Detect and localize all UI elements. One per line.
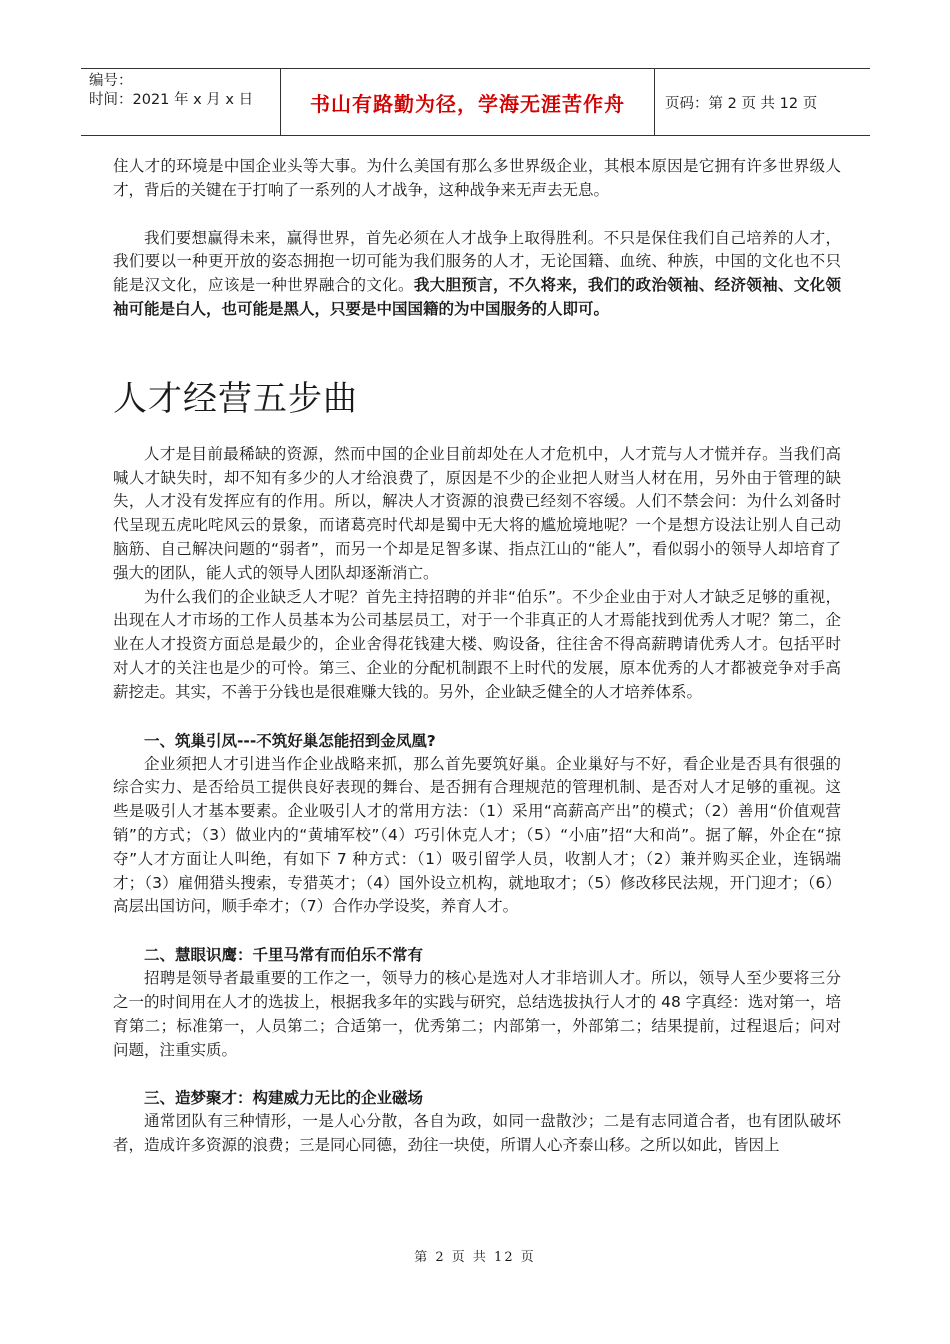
subsection-1-text: 企业须把人才引进当作企业战略来抓，那么首先要筑好巢。企业巢好与不好，看企业是否具有很强的综合实力、是否给员工提供良好表现的舞台、是否拥有合理规范的管理机制、是否对人才足够的重视。这些是吸引人才基本要素。企业吸引人才的常用方法：（1）采用“高薪高产出”的模式；（2）善用“价值观营销”的方式；（3）做业内的“黄埔军校”（4）巧引休克人才；（5）“小庙”招“大和尚”。据了解，外企在“掠夺”人才方面让人叫绝，有如下 7 种方式：（1）吸引留学人员，收割人才；（2）兼并购买企业，连锅端才；（3）雇佣猎头搜索，专猎英才；（4）国外设立机构，就地取才；（5）修改移民法规，开门迎才；（6）高层出国访问，顺手牵才；（7）合作办学设奖，养育人才。 xyxy=(113,754,841,916)
subsection-2-title: 二、慧眼识鹰：千里马常有而伯乐不常有 xyxy=(144,946,424,965)
intro-paragraph-2 xyxy=(113,227,841,322)
body-paragraph-1: 人才是目前最稀缺的资源，然而中国的企业目前却处在人才危机中，人才荒与人才慌并存。当我们高喊人才缺失时，却不知有多少的人才给浪费了，原因是不少的企业把人财当人材在用，另外由于管理的缺失，人才没有发挥应有的作用。所以，解决人才资源的浪费已经刻不容缓。人们不禁会问：为什么刘备时代呈现五虎叱咤风云的景象，而诸葛亮时代却是蜀中无大将的尴尬境地呢？一个是想方设法让别人自己动脑筋、自己解决问题的“弱者”，而另一个却是足智多谋、指点江山的“能人”，看似弱小的领导人却培育了强大的团队，能人式的领导人团队却逐渐消亡。 xyxy=(113,444,841,582)
intro-paragraph-1: 住人才的环境是中国企业头等大事。为什么美国有那么多世界级企业，其根本原因是它拥有许多世界级人才，背后的关键在于打响了一系列的人才战争，这种战争来无声去无息。 xyxy=(113,157,841,199)
page-header xyxy=(81,68,870,136)
subsection-2-text: 招聘是领导者最重要的工作之一，领导力的核心是选对人才非培训人才。所以，领导人至少要将三分之一的时间用在人才的选拔上，根据我多年的实践与研究，总结选拔执行人才的 48 字真经：选对第一，培育第二；标准第一，人员第二；合适第一，优秀第二；内部第一，外部第二；结果提前，过程退后；问对问题，注重实质。 xyxy=(113,969,841,1059)
subsection-3-text: 通常团队有三种情形，一是人心分散，各自为政，如同一盘散沙；二是有志同道合者，也有团队破坏者，造成许多资源的浪费；三是同心同德，劲往一块使，所谓人心齐泰山移。之所以如此，皆因上 xyxy=(113,1112,841,1155)
intro-paragraph-2-text: 我们要想赢得未来，赢得世界，首先必须在人才战争上取得胜利。不只是保住我们自己培养的人才，我们要以一种更开放的姿态拥抱一切可能为我们服务的人才，无论国籍、血统、种族，中国的文化也不只能是汉文化，应该是一种世界融合的文化。 xyxy=(113,228,841,295)
header-page-number: 页码：第 2 页 共 12 页 xyxy=(665,95,818,112)
page-footer: 第 2 页 共 12 页 xyxy=(414,1250,536,1265)
intro-paragraph-2-bold: 我大胆预言，不久将来，我们的政治领袖、经济领袖、文化领袖可能是白人，也可能是黑人，只要是中国国籍的为中国服务的人即可。 xyxy=(113,276,841,318)
subsection-3-title: 三、造梦聚才：构建威力无比的企业磁场 xyxy=(144,1089,424,1108)
header-motto: 书山有路勤为径，学海无涯苦作舟 xyxy=(310,91,625,116)
section-title: 人才经营五步曲 xyxy=(113,378,358,419)
document-number-label: 编号： xyxy=(89,73,133,89)
header-meta xyxy=(81,69,281,135)
body-paragraph-2: 为什么我们的企业缺乏人才呢？首先主持招聘的并非“伯乐”。不少企业由于对人才缺乏足够的重视，出现在人才市场的工作人员基本为公司基层员工，对于一个非真正的人才焉能找到优秀人才呢？第二，企业在人才投资方面总是最少的，企业舍得花钱建大楼、购设备，往往舍不得高薪聘请优秀人才。包括平时对人才的关注也是少的可怜。第三、企业的分配机制跟不上时代的发展，原本优秀的人才都被竞争对手高薪挖走。其实，不善于分钱也是很难赚大钱的。另外，企业缺乏健全的人才培养体系。 xyxy=(113,587,841,701)
document-date-label: 时间：2021 年 x 月 x 日 xyxy=(89,92,254,108)
header-motto-cell xyxy=(281,69,655,135)
document-body xyxy=(113,155,841,1158)
subsection-1-title: 一、筑巢引凤---不筑好巢怎能招到金凤凰? xyxy=(144,731,436,750)
